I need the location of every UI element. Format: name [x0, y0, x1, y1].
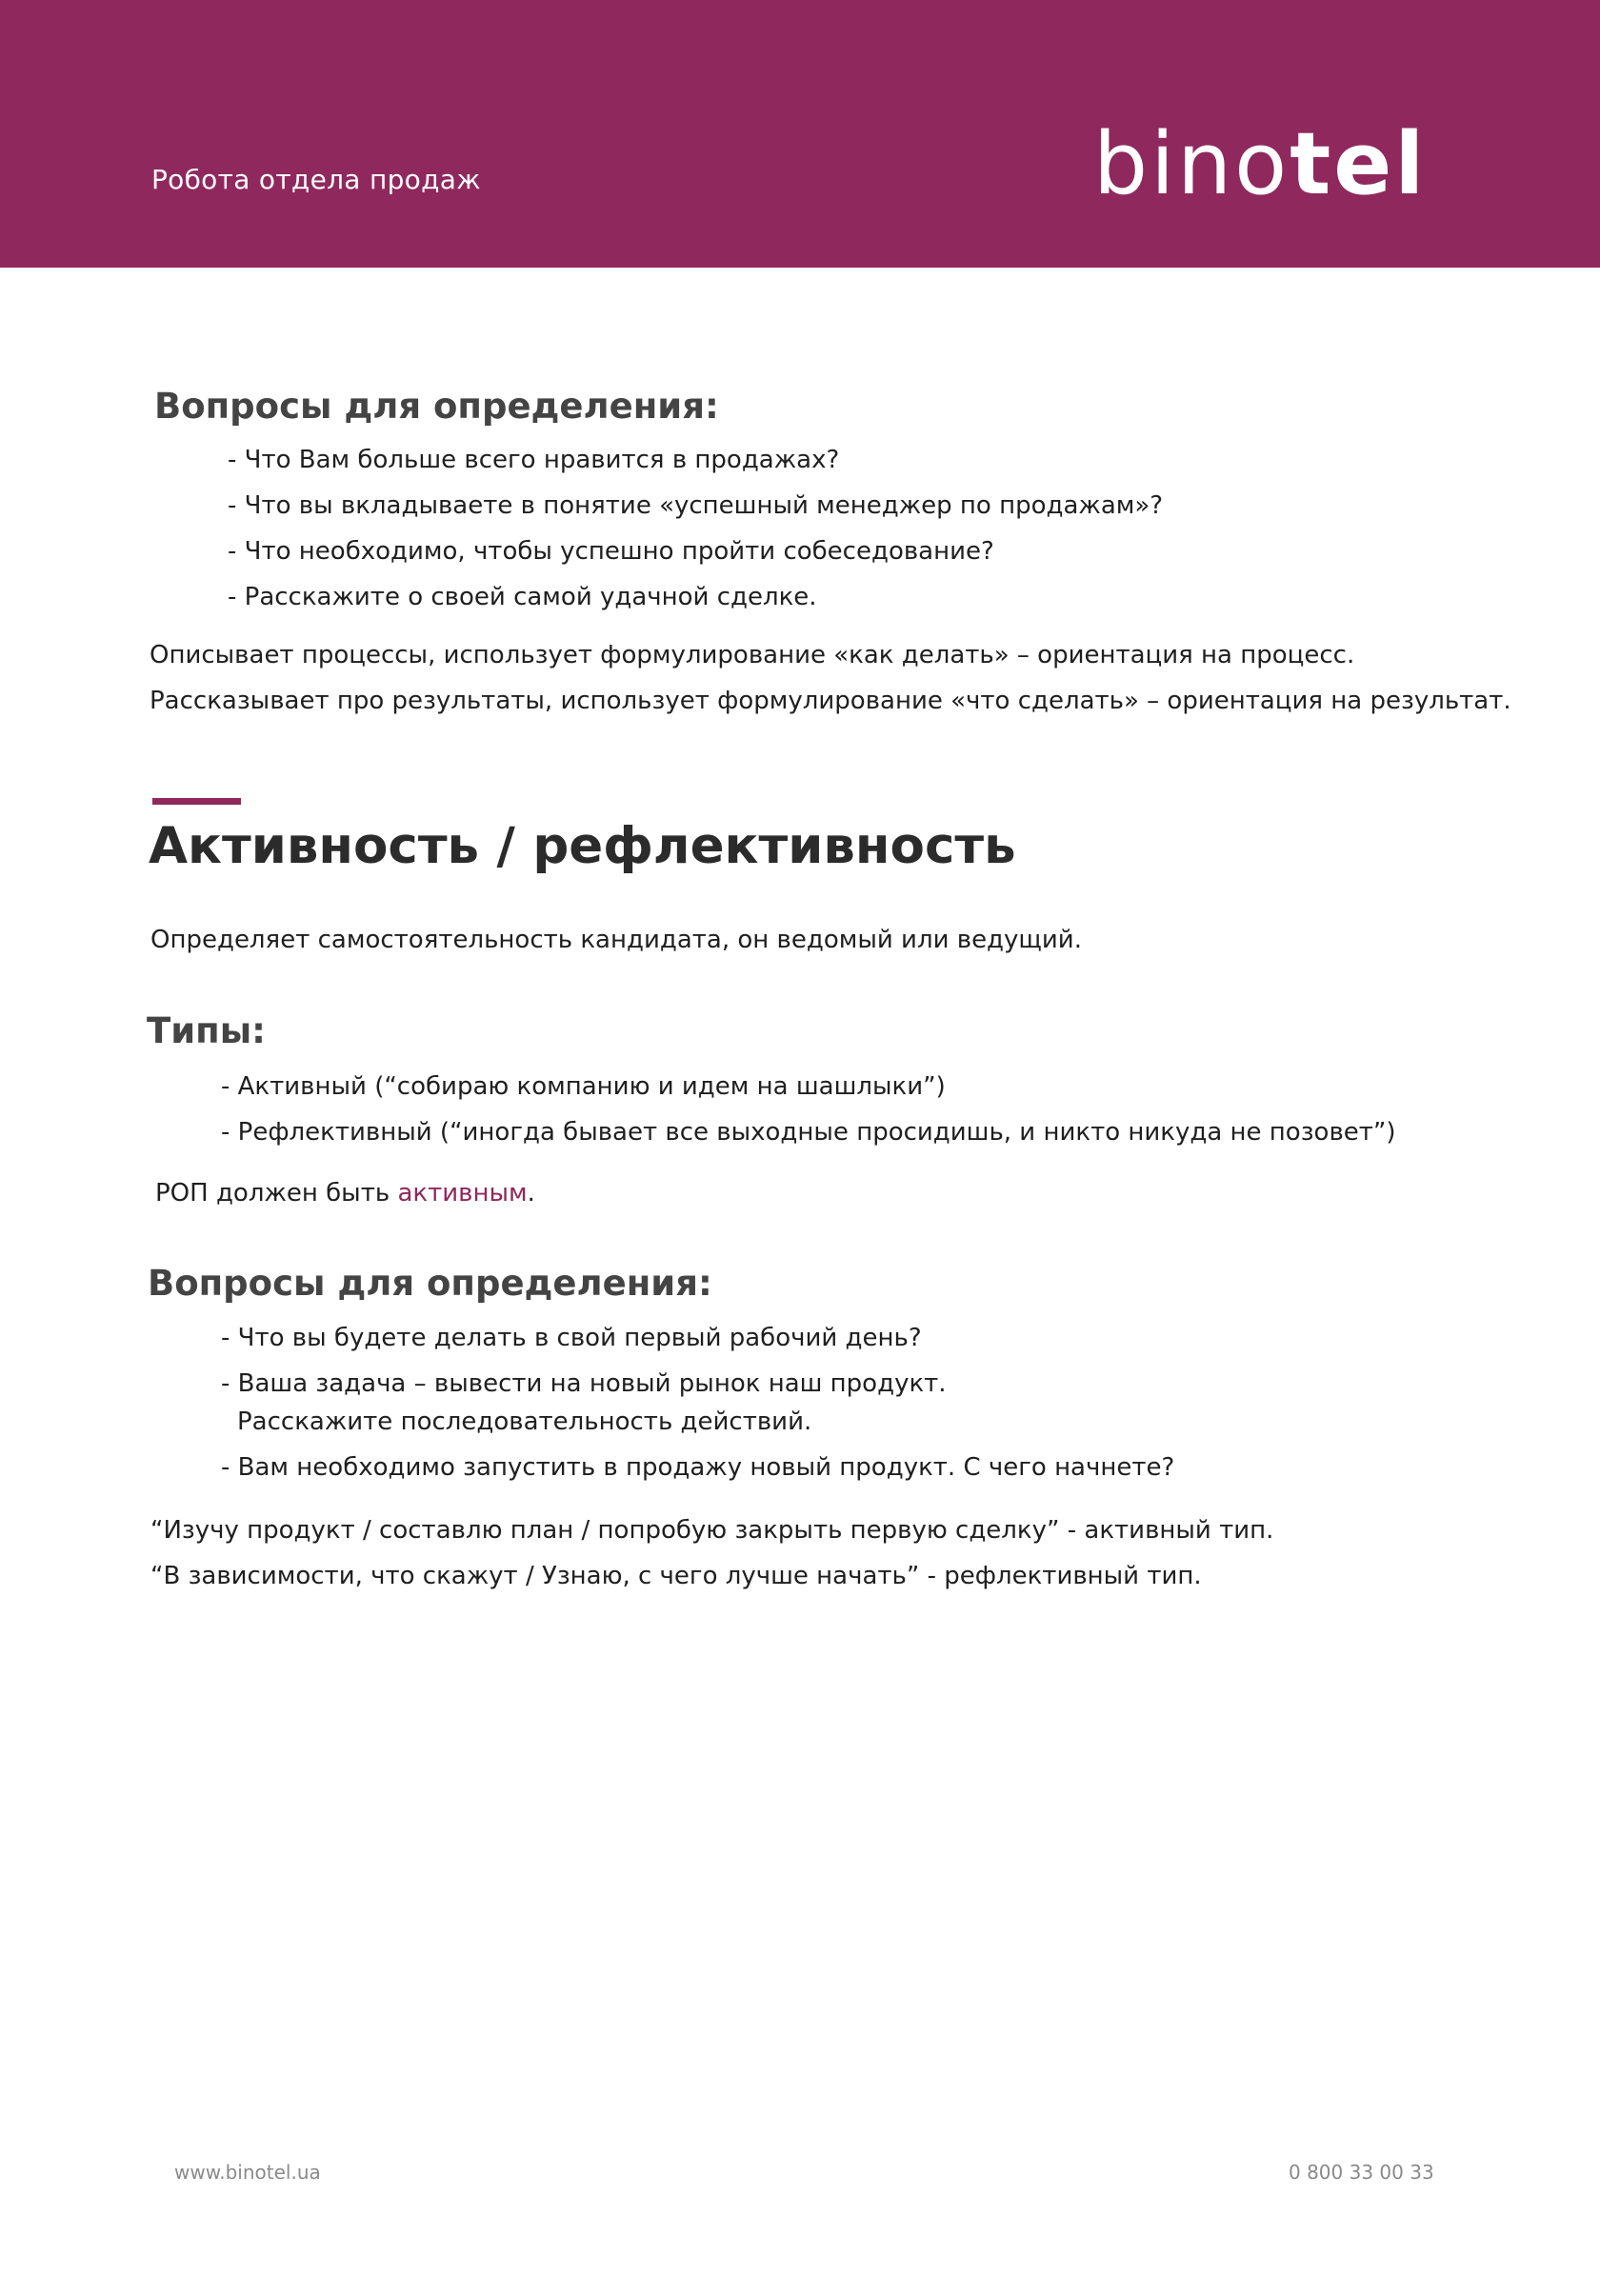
reflective-type-answer: “В зависимости, что скажут / Узнаю, с чего лучше начать” - рефлективный тип. [150, 1562, 1202, 1590]
rop-accent: активным [397, 1179, 528, 1208]
rop-statement [155, 1179, 535, 1208]
logo-light-part: bino [1093, 114, 1290, 214]
list-item: - Активный (“собираю компанию и идем на шашлыки”) [221, 1072, 946, 1101]
list-item: - Ваша задача – вывести на новый рынок наш продукт. [221, 1369, 947, 1398]
footer-website-link[interactable]: www.binotel.ua [174, 2161, 321, 2184]
section2-description: Определяет самостоятельность кандидата, он ведомый или ведущий. [150, 926, 1082, 954]
list-item: - Что Вам больше всего нравится в продажах? [228, 446, 840, 474]
section-divider-accent [152, 798, 241, 805]
list-item-continuation: Расскажите последовательность действий. [237, 1408, 812, 1436]
result-note: Рассказывает про результаты, использует формулирование «что сделать» – ориентация на результат. [150, 687, 1511, 715]
rop-prefix: РОП должен быть [155, 1179, 398, 1208]
rop-suffix: . [527, 1179, 535, 1208]
section2-title: Активность / рефлективность [149, 817, 1016, 875]
questions-heading: Вопросы для определения: [148, 1263, 712, 1304]
list-item: - Что вы будете делать в свой первый рабочий день? [221, 1324, 922, 1352]
page-header [0, 0, 1600, 268]
types-heading: Типы: [147, 1010, 266, 1051]
section1-heading: Вопросы для определения: [154, 386, 719, 427]
logo-bold-part: tel [1290, 114, 1428, 214]
process-note: Описывает процессы, использует формулирование «как делать» – ориентация на процесс. [150, 641, 1355, 669]
document-title: Робота отдела продаж [151, 164, 481, 195]
list-item: - Рефлективный (“иногда бывает все выходные просидишь, и никто никуда не позовет”) [221, 1118, 1396, 1147]
list-item: - Вам необходимо запустить в продажу новый продукт. С чего начнете? [221, 1453, 1175, 1482]
list-item: - Что вы вкладываете в понятие «успешный менеджер по продажам»? [228, 491, 1164, 520]
binotel-logo [1093, 114, 1428, 214]
list-item: - Что необходимо, чтобы успешно пройти собеседование? [228, 537, 994, 566]
active-type-answer: “Изучу продукт / составлю план / попробую закрыть первую сделку” - активный тип. [150, 1516, 1274, 1545]
list-item: - Расскажите о своей самой удачной сделке. [228, 583, 817, 611]
footer-phone: 0 800 33 00 33 [1289, 2161, 1434, 2184]
